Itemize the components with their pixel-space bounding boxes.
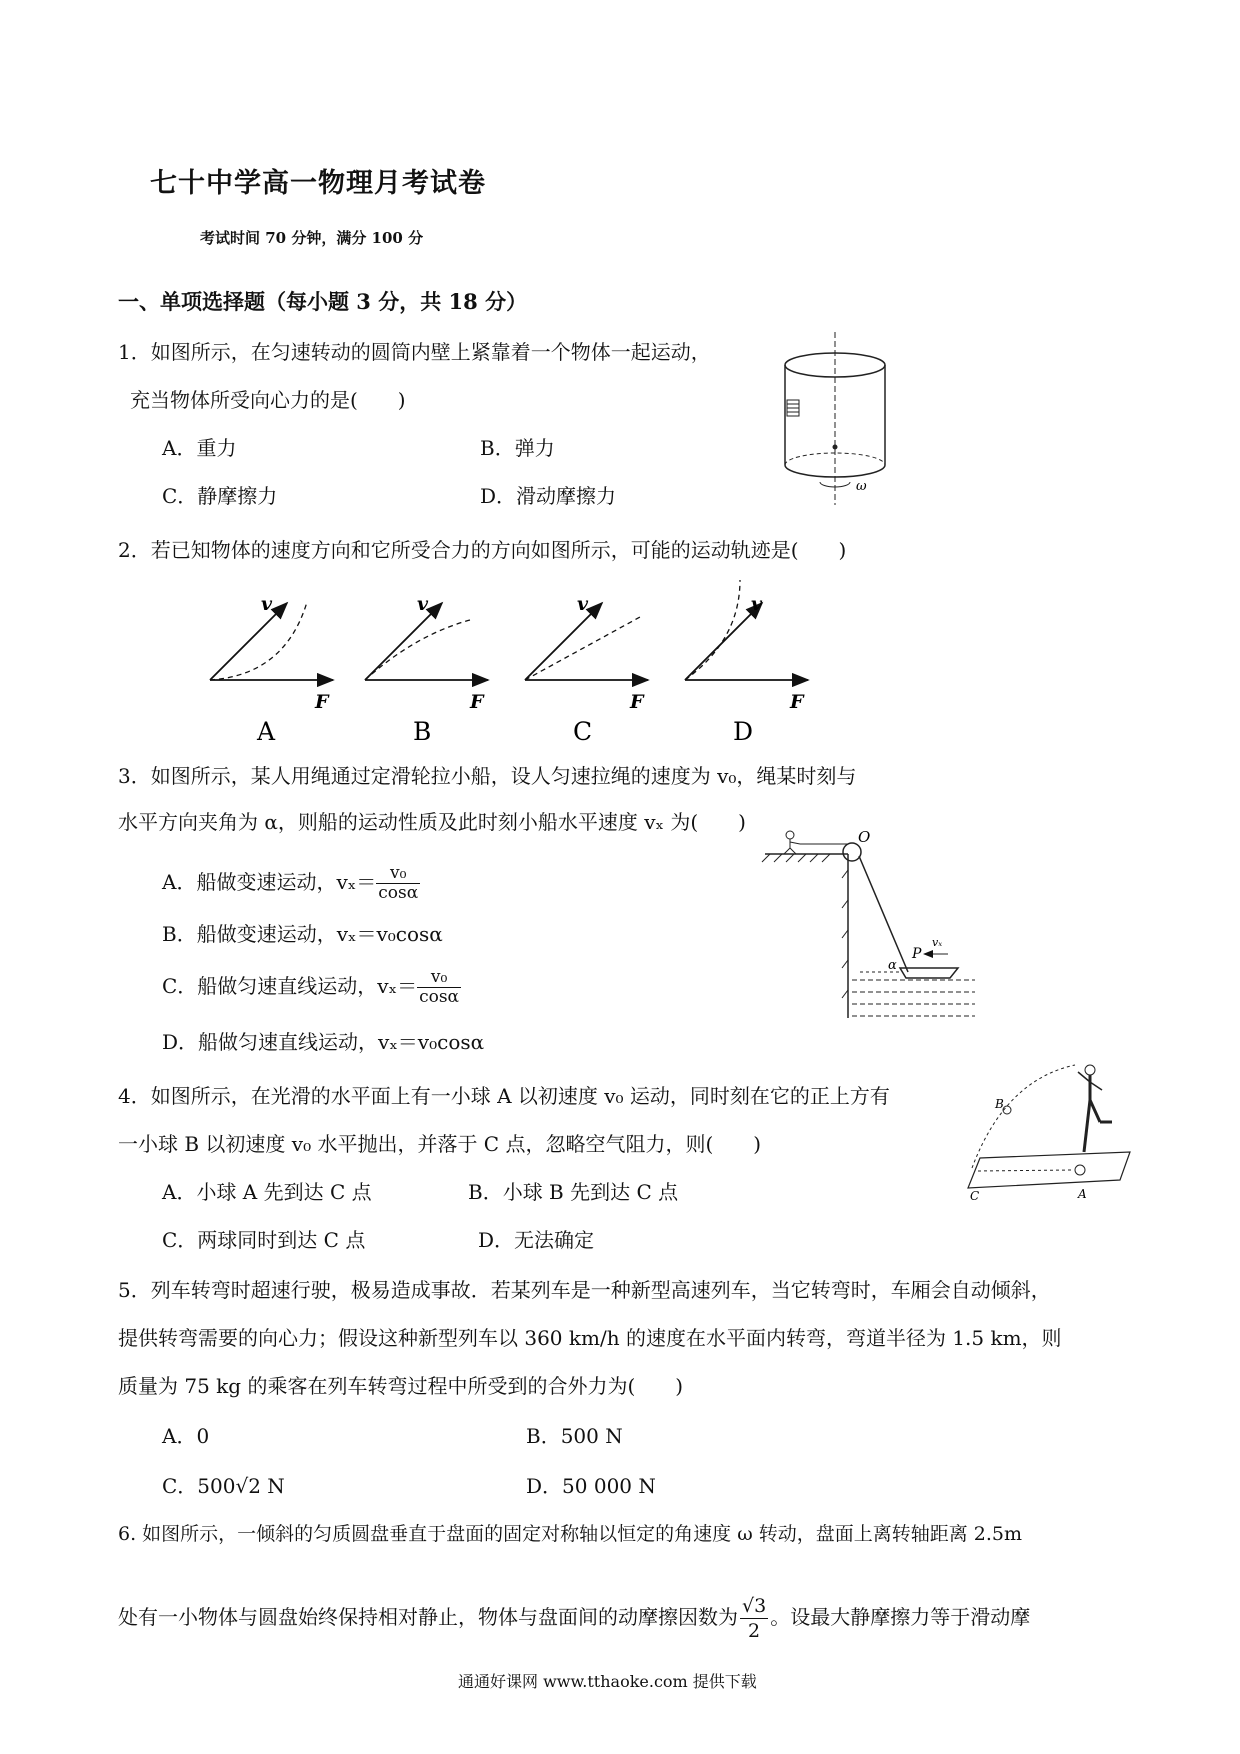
q4-option-b: B．小球 B 先到达 C 点 [468, 1180, 679, 1204]
svg-text:C: C [970, 1189, 980, 1200]
svg-text:v: v [417, 593, 429, 615]
svg-text:α: α [888, 958, 897, 973]
q1-option-d: D．滑动摩擦力 [480, 484, 617, 508]
q5-stem-line3: 质量为 75 kg 的乘客在列车转弯过程中所受到的合外力为( ) [118, 1374, 684, 1398]
page-footer: 通通好课网 www.tthaoke.com 提供下载 [458, 1672, 757, 1691]
q3-stem-line2: 水平方向夹角为 α，则船的运动性质及此时刻小船水平速度 vₓ 为( ) [118, 810, 746, 834]
q1-stem-line1: 1．如图所示，在匀速转动的圆筒内壁上紧靠着一个物体一起运动， [118, 340, 711, 364]
svg-text:P: P [912, 946, 922, 962]
q1-option-c: C．静摩擦力 [162, 484, 278, 508]
q4-option-a: A．小球 A 先到达 C 点 [162, 1180, 372, 1204]
q2-stem: 2．若已知物体的速度方向和它所受合力的方向如图所示，可能的运动轨迹是( ) [118, 538, 847, 562]
svg-text:A: A [257, 717, 276, 746]
q4-stem-line2: 一小球 B 以初速度 v₀ 水平抛出，并落于 C 点，忽略空气阻力，则( ) [118, 1132, 762, 1156]
q3-option-b: B．船做变速运动，vₓ＝v₀cosα [162, 922, 443, 946]
trajectory-option-c [525, 593, 648, 746]
q6-stem-line1: 6. 如图所示，一倾斜的匀质圆盘垂直于盘面的固定对称轴以恒定的角速度 ω 转动，盘面上离转轴距离 2.5m [118, 1523, 1023, 1545]
q5-option-c: C．500√2 N [162, 1474, 285, 1498]
q3-option-d: D．船做匀速直线运动，vₓ＝v₀cosα [162, 1030, 485, 1054]
q5-stem-line1: 5．列车转弯时超速行驶，极易造成事故．若某列车是一种新型高速列车，当它转弯时，车厢会自动倾斜， [118, 1278, 1051, 1302]
q3-option-a: A．船做变速运动，vₓ＝ $\frac{\text{v₀}}{\cos\alpha}$ [162, 863, 419, 903]
svg-text:A: A [1078, 1187, 1087, 1200]
omega-label: ω [856, 479, 867, 494]
q6-stem-line2: 处有一小物体与圆盘始终保持相对静止，物体与盘面间的动摩擦因数为 $\frac{√3}{2}$ 。设最大静摩擦力等于滑动摩 [118, 1595, 1031, 1642]
q3-stem-line1: 3．如图所示，某人用绳通过定滑轮拉小船，设人匀速拉绳的速度为 v₀，绳某时刻与 [118, 764, 857, 788]
svg-text:C: C [573, 717, 593, 746]
q4-stem-line1: 4．如图所示，在光滑的水平面上有一小球 A 以初速度 v₀ 运动，同时刻在它的正上方有 [118, 1084, 890, 1108]
q1-option-a: A．重力 [162, 436, 237, 460]
section-heading: 一、单项选择题（每小题 3 分，共 18 分） [118, 289, 528, 314]
q5-stem-line2: 提供转弯需要的向心力；假设这种新型列车以 360 km/h 的速度在水平面内转弯，弯道半径为 1.5 km，则 [118, 1326, 1062, 1350]
q1-stem-line2: 充当物体所受向心力的是( ) [130, 388, 406, 412]
svg-text:v: v [261, 593, 273, 615]
q5-option-b: B．500 N [526, 1424, 623, 1448]
q1-option-b: B．弹力 [480, 436, 555, 460]
svg-text:F: F [470, 691, 484, 713]
q5-option-d: D．50 000 N [526, 1474, 656, 1498]
svg-text:D: D [733, 717, 754, 746]
projectile-figure [960, 1060, 1135, 1200]
q2-trajectory-figures [195, 580, 835, 750]
q6-friction-fraction: $\frac{√3}{2}$ [742, 1595, 767, 1642]
exam-info: 考试时间 70 分钟，满分 100 分 [200, 229, 424, 247]
trajectory-option-b [365, 593, 488, 746]
svg-text:F: F [315, 691, 329, 713]
q3-option-c: C．船做匀速直线运动，vₓ＝ $\frac{\text{v₀}}{\cos\alpha}$ [162, 967, 460, 1007]
svg-text:B: B [995, 1097, 1004, 1111]
q3-option-a-fraction: $\frac{\text{v₀}}{\cos\alpha}$ [378, 863, 419, 903]
svg-text:O: O [858, 830, 871, 846]
svg-text:F: F [630, 691, 644, 713]
rotating-cylinder-figure [770, 330, 900, 510]
trajectory-option-d [685, 580, 808, 746]
svg-text:B: B [413, 717, 432, 746]
q5-option-a: A．0 [162, 1424, 210, 1448]
svg-text:v: v [751, 593, 763, 615]
page-title: 七十中学高一物理月考试卷 [150, 168, 486, 199]
pulley-boat-figure [760, 830, 980, 1020]
q4-option-d: D．无法确定 [478, 1228, 595, 1252]
q4-option-c: C．两球同时到达 C 点 [162, 1228, 366, 1252]
svg-text:F: F [790, 691, 804, 713]
svg-text:v: v [577, 593, 589, 615]
q3-option-c-fraction: $\frac{\text{v₀}}{\cos\alpha}$ [419, 967, 460, 1007]
trajectory-option-a [210, 593, 333, 746]
svg-text:vₓ: vₓ [932, 936, 943, 949]
